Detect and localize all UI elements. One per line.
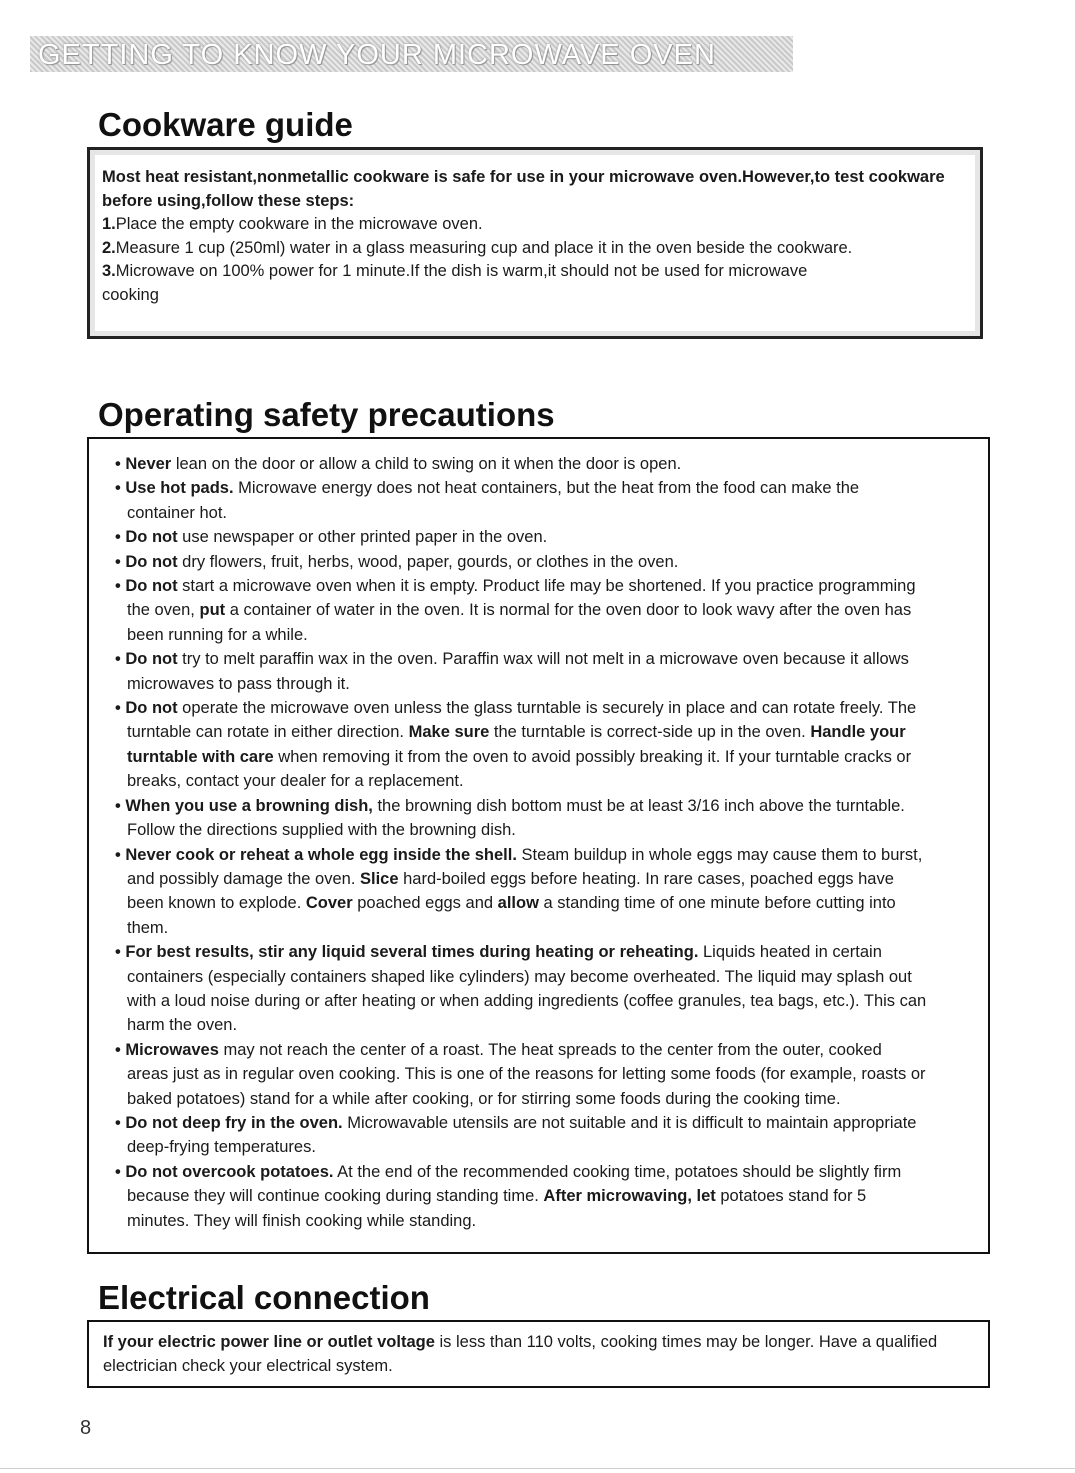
body-text: the browning dish bottom must be at least 3/16 inch above the turntable.: [372, 796, 905, 815]
step-text: Place the empty cookware in the microwave oven.: [115, 215, 483, 233]
body-text: deep-frying temperatures.: [127, 1138, 316, 1157]
precautions-title: Operating safety precautions: [98, 396, 555, 433]
precaution-item: [113, 647, 980, 696]
precaution-line: [115, 672, 980, 696]
body-text: and possibly damage the oven.: [127, 869, 360, 888]
precaution-line: [115, 891, 980, 915]
precautions-list: [113, 452, 980, 1233]
body-text: Microwave energy does not heat containers, but the heat from the food can make the: [233, 479, 860, 498]
emphasis-text: • Use hot pads.: [115, 479, 234, 498]
precaution-line: [115, 794, 980, 818]
precaution-line: [115, 965, 980, 989]
body-text: microwaves to pass through it.: [127, 674, 350, 693]
cookware-step: [102, 213, 968, 237]
body-text: been running for a while.: [127, 625, 308, 644]
body-text: the oven,: [127, 601, 200, 620]
emphasis-text: • Do not: [115, 650, 178, 669]
page-number: 8: [80, 1417, 92, 1439]
emphasis-text: • Do not: [115, 577, 178, 596]
precaution-item: [113, 550, 980, 574]
electrical-title: Electrical connection: [98, 1279, 430, 1316]
step-number: 1.: [102, 215, 116, 233]
cookware-guide-title: Cookware guide: [98, 106, 353, 143]
precaution-line: [115, 1184, 980, 1208]
precaution-line: [115, 1038, 980, 1062]
body-text: dry flowers, fruit, herbs, wood, paper, gourds, or clothes in the oven.: [177, 552, 679, 571]
body-text: a standing time of one minute before cutting into: [538, 894, 896, 913]
body-text: the turntable is correct-side up in the oven.: [489, 723, 811, 742]
precaution-item: [113, 525, 980, 549]
body-text: container hot.: [127, 503, 227, 522]
cookware-guide-box: [87, 147, 983, 339]
emphasis-text: Cover: [305, 894, 353, 913]
precaution-line: [115, 745, 980, 769]
banner-text: GETTING TO KNOW YOUR MICROWAVE OVEN: [38, 39, 716, 71]
emphasis-text: • Do not: [115, 552, 178, 571]
body-text: Steam buildup in whole eggs may cause them to burst,: [516, 845, 923, 864]
precaution-item: [113, 1111, 980, 1160]
cookware-step: [102, 260, 862, 307]
emphasis-text: • Do not: [115, 699, 178, 718]
precaution-item: [113, 1160, 980, 1233]
emphasis-text: • Do not overcook potatoes.: [115, 1162, 334, 1181]
precaution-item: [113, 1038, 980, 1111]
body-text: try to melt paraffin wax in the oven. Paraffin wax will not melt in a microwave oven because it allows: [177, 650, 909, 669]
precaution-line: [115, 989, 980, 1013]
body-text: Microwavable utensils are not suitable and it is difficult to maintain appropriate: [342, 1113, 917, 1132]
precaution-line: [115, 1135, 980, 1159]
precaution-line: [115, 1160, 980, 1184]
precaution-line: [115, 867, 980, 891]
precaution-line: [115, 525, 980, 549]
precaution-line: [115, 623, 980, 647]
body-text: poached eggs and: [352, 894, 498, 913]
electrical-bold: If your electric power line or outlet voltage: [103, 1333, 435, 1351]
precaution-line: [115, 818, 980, 842]
body-text: containers (especially containers shaped like cylinders) may become overheated. The liquid may splash out: [127, 967, 912, 986]
step-text: Microwave on 100% power for 1 minute.If the dish is warm,it should not be used for microwave cooking: [102, 262, 808, 304]
cookware-intro: Most heat resistant,nonmetallic cookware is safe for use in your microwave oven.However,to test cookware before using,follow these steps:: [102, 168, 945, 210]
precaution-item: [113, 843, 980, 941]
precaution-line: [115, 916, 980, 940]
cookware-step: [102, 237, 968, 261]
emphasis-text: • For best results, stir any liquid several times during heating or reheating.: [115, 943, 699, 962]
step-number: 3.: [102, 262, 116, 280]
body-text: turntable can rotate in either direction.: [127, 723, 409, 742]
precaution-line: [115, 696, 980, 720]
precaution-line: [115, 452, 980, 476]
body-text: hard-boiled eggs before heating. In rare cases, poached eggs have: [398, 869, 894, 888]
body-text: potatoes stand for 5: [715, 1187, 867, 1206]
precaution-line: [115, 843, 980, 867]
emphasis-text: Make sure: [408, 723, 490, 742]
electrical-box: [87, 1320, 990, 1388]
body-text: use newspaper or other printed paper in the oven.: [177, 528, 548, 547]
body-text: breaks, contact your dealer for a replacement.: [127, 772, 464, 791]
precaution-line: [115, 769, 980, 793]
step-number: 2.: [102, 238, 116, 257]
emphasis-text: • When you use a browning dish,: [115, 796, 373, 815]
precaution-line: [115, 476, 980, 500]
body-text: Liquids heated in certain: [698, 943, 882, 962]
precaution-line: [115, 501, 980, 525]
emphasis-text: • Microwaves: [115, 1040, 219, 1059]
precaution-line: [115, 1062, 980, 1086]
electrical-text: is less than 110 volts, cooking times may be longer. Have a qualified electrician check your electrical system.: [103, 1333, 938, 1375]
precaution-line: [115, 647, 980, 671]
body-text: operate the microwave oven unless the glass turntable is securely in place and can rotate freely. The: [177, 699, 917, 718]
body-text: been known to explode.: [127, 894, 306, 913]
bottom-rule: [0, 1468, 1075, 1469]
body-text: lean on the door or allow a child to swing on it when the door is open.: [171, 455, 682, 473]
emphasis-text: • Never cook or reheat a whole egg inside the shell.: [115, 845, 517, 864]
emphasis-text: • Never: [115, 455, 172, 473]
body-text: a container of water in the oven. It is normal for the oven door to look wavy after the oven has: [225, 601, 912, 620]
emphasis-text: allow: [497, 894, 539, 913]
emphasis-text: Slice: [360, 869, 399, 888]
emphasis-text: After microwaving, let: [543, 1187, 716, 1206]
precaution-item: [113, 452, 980, 476]
step-text: Measure 1 cup (250ml) water in a glass measuring cup and place it in the oven beside the cookware.: [115, 238, 853, 257]
precaution-line: [115, 1087, 980, 1111]
precaution-item: [113, 940, 980, 1038]
body-text: them.: [127, 918, 169, 937]
body-text: when removing it from the oven to avoid possibly breaking it. If your turntable cracks or: [273, 747, 912, 766]
precautions-box: [87, 437, 990, 1254]
precaution-line: [115, 550, 980, 574]
emphasis-text: put: [199, 601, 226, 620]
cookware-steps: [102, 213, 968, 307]
precaution-item: [113, 476, 980, 525]
body-text: baked potatoes) stand for a while after cooking, or for stirring some foods during the cooking time.: [127, 1089, 841, 1108]
precaution-line: [115, 940, 980, 964]
precaution-line: [115, 1111, 980, 1135]
body-text: because they will continue cooking during standing time.: [127, 1187, 544, 1206]
body-text: with a loud noise during or after heating or when adding ingredients (coffee granules, tea bags, etc.). This can: [127, 991, 927, 1010]
body-text: At the end of the recommended cooking time, potatoes should be slightly firm: [333, 1162, 902, 1181]
body-text: areas just as in regular oven cooking. This is one of the reasons for letting some foods (for example, roasts or: [127, 1065, 926, 1084]
precaution-line: [115, 720, 980, 744]
emphasis-text: Handle your: [810, 723, 906, 742]
precaution-item: [113, 696, 980, 794]
body-text: harm the oven.: [127, 1016, 238, 1035]
body-text: may not reach the center of a roast. The heat spreads to the center from the outer, cooked: [218, 1040, 882, 1059]
emphasis-text: • Do not: [115, 528, 178, 547]
precaution-line: [115, 574, 980, 598]
section-banner: [30, 36, 793, 72]
precaution-line: [115, 1013, 980, 1037]
body-text: Follow the directions supplied with the browning dish.: [127, 821, 516, 840]
precaution-item: [113, 574, 980, 647]
emphasis-text: • Do not deep fry in the oven.: [115, 1113, 343, 1132]
precaution-line: [115, 1209, 980, 1233]
body-text: start a microwave oven when it is empty. Product life may be shortened. If you practice programming: [177, 577, 916, 596]
precaution-line: [115, 598, 980, 622]
emphasis-text: turntable with care: [127, 747, 274, 766]
body-text: minutes. They will finish cooking while standing.: [127, 1211, 477, 1230]
precaution-item: [113, 794, 980, 843]
